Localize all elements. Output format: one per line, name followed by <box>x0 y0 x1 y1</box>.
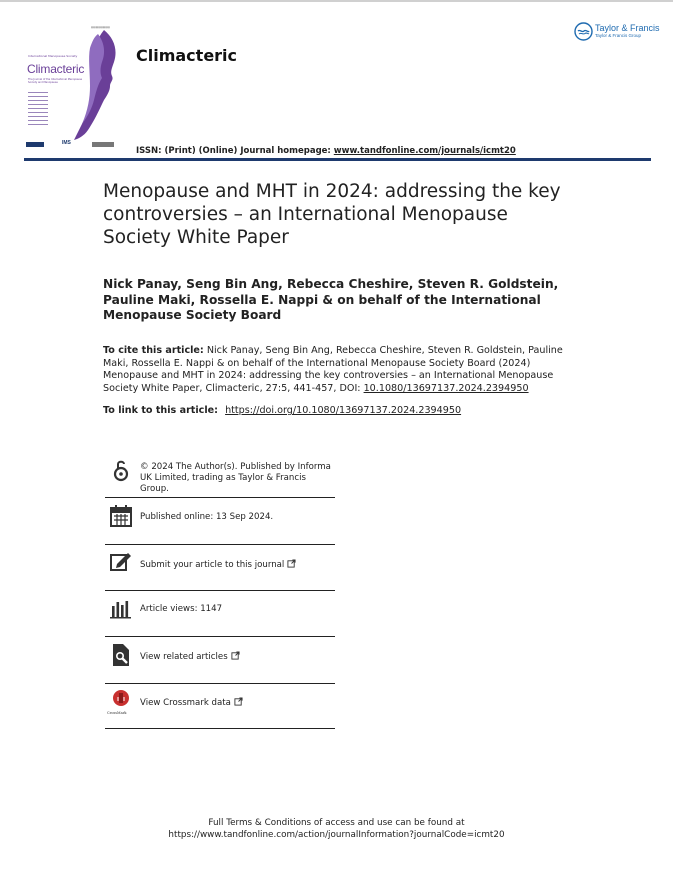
publisher-group: Taylor & Francis Group <box>595 33 642 38</box>
related-articles-link[interactable] <box>105 637 335 684</box>
article-info-list <box>105 456 335 729</box>
related-articles-text <box>140 651 336 663</box>
submit-article-text <box>140 559 336 571</box>
article-authors: Nick Panay, Seng Bin Ang, Rebecca Cheshire, Steven R. Goldstein, Pauline Maki, Rossella E. Nappi & on behalf of the International Menopause Society Board <box>103 277 559 322</box>
submit-article-link[interactable] <box>105 545 335 591</box>
crossmark-text <box>140 697 336 709</box>
link-label: To link to this article: <box>103 405 218 416</box>
publisher-name: Taylor & Francis <box>595 23 660 33</box>
cite-text: Nick Panay, Seng Bin Ang, Rebecca Cheshire, Steven R. Goldstein, Pauline Maki, Rossella E. Nappi & on behalf of the International Menopause Society Board (2024) Menopause and MHT in 2024: addressing the key controversies – an International Menopause Society White Paper, Climacteric, 27:5, 441-457, DOI: <box>103 345 563 394</box>
cite-label: To cite this article: <box>103 345 204 356</box>
journal-name[interactable]: Climacteric <box>136 46 238 65</box>
footer-terms-text: Full Terms & Conditions of access and use can be found at <box>208 818 465 828</box>
cover-publisher-mark-icon <box>92 142 114 147</box>
crossmark-label: View Crossmark data <box>140 698 231 708</box>
cover-face-silhouette-icon <box>74 28 118 140</box>
footer <box>0 817 673 841</box>
info-published-online-text: Published online: 13 Sep 2024. <box>140 512 274 522</box>
citation-block <box>103 345 573 395</box>
header-rule <box>24 158 651 161</box>
info-published-online <box>105 498 335 545</box>
article-doi-link[interactable]: https://doi.org/10.1080/13697137.2024.2394950 <box>225 405 462 416</box>
top-border <box>0 0 673 2</box>
crossmark-icon-label: CrossMark <box>107 711 127 715</box>
cover-issue-info: ▤▤▤▤▤▤▤▤ <box>91 26 110 29</box>
external-link-icon <box>231 651 240 660</box>
related-articles-icon <box>109 643 133 667</box>
taylor-francis-logo[interactable] <box>574 22 664 42</box>
cover-journal-title: Climacteric <box>27 62 85 76</box>
bar-chart-icon <box>109 596 133 620</box>
taylor-francis-emblem-icon <box>574 22 593 41</box>
cover-tf-logo-icon <box>26 142 44 147</box>
cover-subtitle: The Journal of the International Menopause Society and Menopause <box>28 78 83 84</box>
cover-ims-logo: IMS <box>62 140 71 146</box>
calendar-icon <box>109 504 133 528</box>
article-title: Menopause and MHT in 2024: addressing the key controversies – an International Menopause Society White Paper <box>103 181 561 248</box>
external-link-icon <box>234 697 243 706</box>
cover-logos <box>26 140 120 150</box>
cite-doi-link[interactable]: 10.1080/13697137.2024.2394950 <box>363 382 529 394</box>
article-link-row <box>103 405 573 418</box>
issn-line <box>136 146 516 156</box>
info-article-views <box>105 591 335 637</box>
crossmark-link[interactable] <box>105 684 335 729</box>
crossmark-icon <box>109 689 133 713</box>
submit-article-label: Submit your article to this journal <box>140 560 285 570</box>
cover-society-line: International Menopause Society <box>28 54 78 58</box>
external-link-icon <box>287 559 296 568</box>
info-open-access-text: © 2024 The Author(s). Published by Informa UK Limited, trading as Taylor & Francis Group. <box>140 462 331 494</box>
related-articles-label: View related articles <box>140 652 228 662</box>
issn-prefix: ISSN: (Print) (Online) Journal homepage: <box>136 146 331 156</box>
journal-homepage-link[interactable]: www.tandfonline.com/journals/icmt20 <box>333 146 516 156</box>
info-open-access <box>105 456 335 498</box>
open-access-icon <box>109 458 133 482</box>
journal-cover-thumbnail[interactable] <box>24 22 120 152</box>
edit-icon <box>109 550 133 574</box>
cover-text-lines <box>28 92 48 128</box>
article-views-text: Article views: 1147 <box>140 604 223 614</box>
footer-terms-link[interactable]: https://www.tandfonline.com/action/journalInformation?journalCode=icmt20 <box>168 830 505 840</box>
